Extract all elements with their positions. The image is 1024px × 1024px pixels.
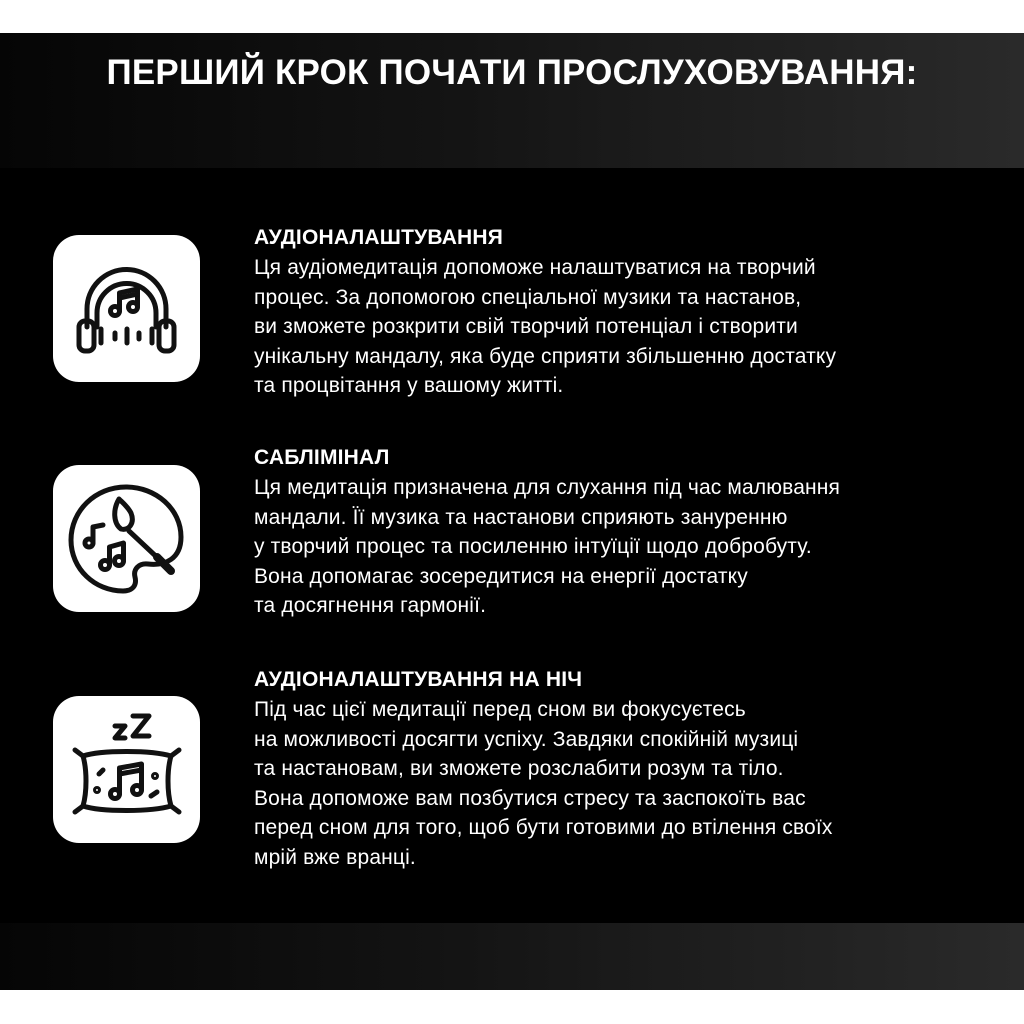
body-line: ви зможете розкрити свій творчий потенціал і створити <box>254 315 798 338</box>
body-line: перед сном для того, щоб бути готовими до втілення своїх <box>254 816 833 839</box>
icon-tile <box>53 235 200 382</box>
section-heading: АУДІОНАЛАШТУВАННЯ <box>254 226 504 249</box>
section-heading: САБЛІМІНАЛ <box>254 446 390 469</box>
body-line: мандали. Її музика та настанови сприяють зануренню <box>254 505 788 529</box>
body-line: у творчий процес та посиленню інтуїції щодо добробуту. <box>254 535 812 558</box>
body-line: Вона допомагає зосередитися на енергії достатку <box>254 564 748 588</box>
body-line: Вона допоможе вам позбутися стресу та заспокоїть вас <box>254 786 806 810</box>
body-line: Ця медитація призначена для слухання під час малювання <box>254 476 841 499</box>
page-title: ПЕРШИЙ КРОК ПОЧАТИ ПРОСЛУХОВУВАННЯ: <box>106 53 918 92</box>
headphones-music-icon <box>53 235 200 382</box>
body-line: мрій вже вранці. <box>254 845 416 869</box>
palette-brush-music-icon <box>53 465 200 612</box>
body-line: Ця аудіомедитація допоможе налаштуватися на творчий <box>254 256 816 279</box>
section-heading: АУДІОНАЛАШТУВАННЯ НА НІЧ <box>254 668 583 691</box>
body-line: унікальну мандалу, яка буде сприяти збільшенню достатку <box>254 344 837 368</box>
icon-tile <box>53 465 200 612</box>
sleep-pillow-music-icon <box>53 696 200 843</box>
icon-tile <box>53 696 200 843</box>
body-line: та процвітання у вашому житті. <box>254 374 564 397</box>
body-line: процес. За допомогою спеціальної музики та настанов, <box>254 285 802 309</box>
body-line: на можливості досягти успіху. Завдяки спокійній музиці <box>254 727 799 751</box>
body-line: та досягнення гармонії. <box>254 594 487 617</box>
footer-band <box>0 923 1024 990</box>
body-line: Під час цієї медитації перед сном ви фокусуєтесь <box>254 698 746 721</box>
body-line: та настановам, ви зможете розслабити розум та тіло. <box>254 757 784 780</box>
